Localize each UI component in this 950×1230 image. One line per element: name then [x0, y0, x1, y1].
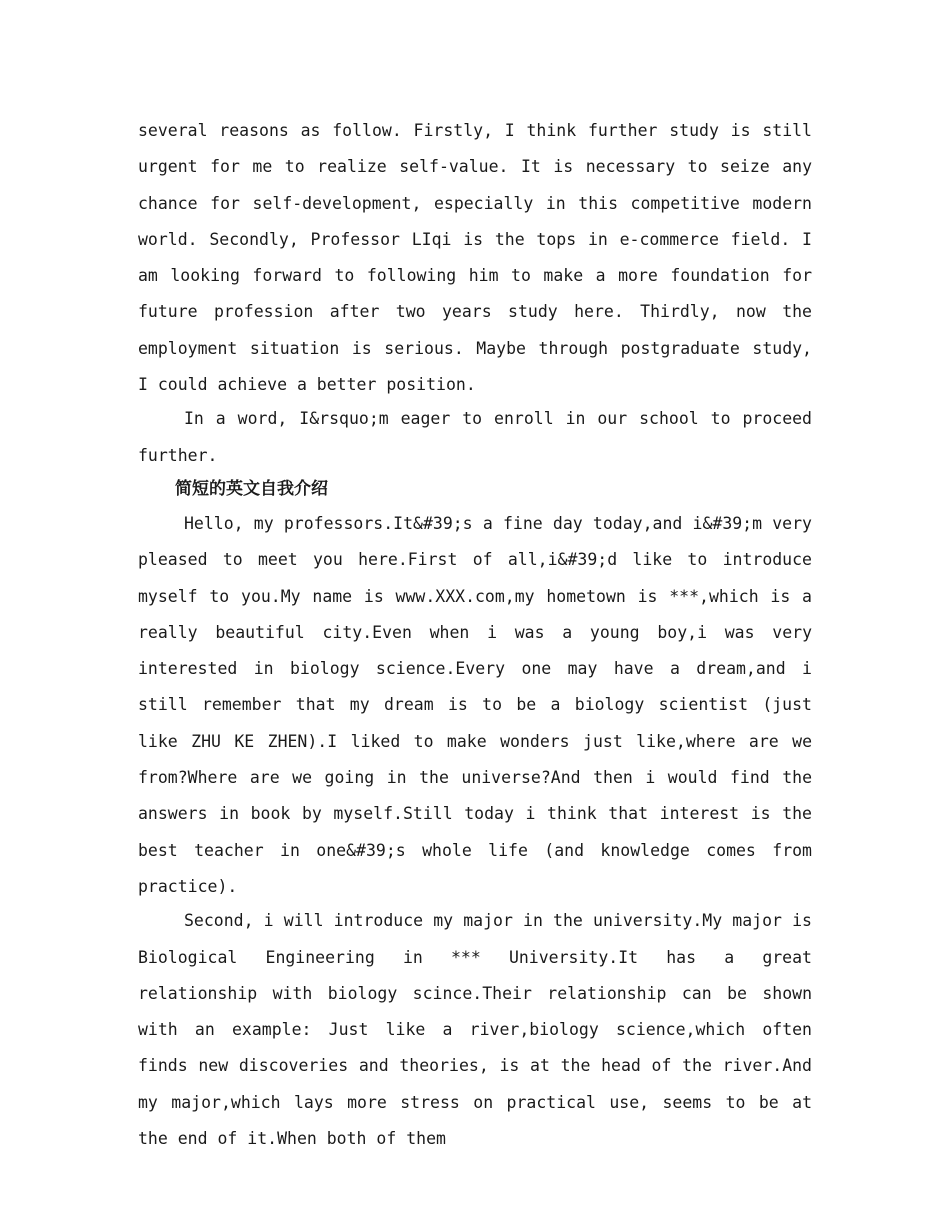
body-paragraph-1: several reasons as follow. Firstly, I think further study is still urgent for me to realize self-value. It is necessary to seize any chance for self-development, especially in this competitive modern world. Secondly, Professor LIqi is the tops in e-commerce field. I am looking forward to following him to make a more foundation for future profession after two years study here. Thirdly, now the employment situation is serious. Maybe through postgraduate study, I could achieve a better position. — [138, 121, 812, 395]
body-paragraph-2: In a word, I&rsquo;m eager to enroll in our school to proceed further. — [138, 409, 812, 465]
document-page — [138, 113, 812, 1155]
body-paragraph-3: Hello, my professors.It&#39;s a fine day today,and i&#39;m very pleased to meet you here.First of all,i&#39;d like to introduce myself to you.My name is www.XXX.com,my hometown is ***,which is a really beautiful city.Even when i was a young boy,i was very interested in biology science.Every one may have a dream,and i still remember that my dream is to be a biology scientist (just like ZHU KE ZHEN).I liked to make wonders just like,where are we from?Where are we going in the universe?And then i would find the answers in book by myself.Still today i think that interest is the best teacher in one&#39;s whole life (and knowledge comes from practice). — [138, 513, 812, 896]
section-heading: 简短的英文自我介绍 — [175, 478, 328, 499]
body-paragraph-4: Second, i will introduce my major in the university.My major is Biological Engineering in *** University.It has a great relationship with biology scince.Their relationship can be shown with an example: Just like a river,biology science,which often finds new discoveries and theories, is at the head of the river.And my major,which lays more stress on practical use, seems to be at the end of it.When both of them — [138, 911, 812, 1149]
